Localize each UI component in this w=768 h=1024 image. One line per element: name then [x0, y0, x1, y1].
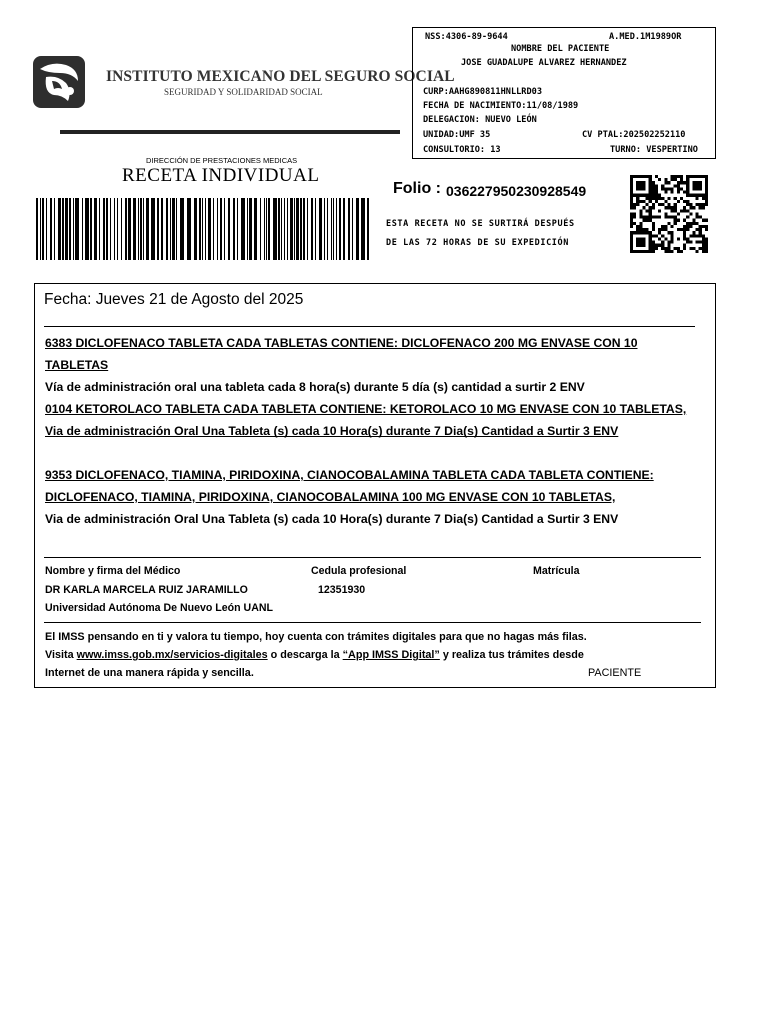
qr-code-image: [630, 175, 708, 253]
item-1-description: 6383 DICLOFENACO TABLETA CADA TABLETAS CONTIENE: DICLOFENACO 200 MG ENVASE CON 10: [45, 336, 638, 350]
app-name: “App IMSS Digital”: [342, 649, 440, 661]
birth-date: FECHA DE NACIMIENTO:11/08/1989: [423, 101, 579, 111]
barcode-image: [36, 198, 370, 260]
footer-line2: [45, 649, 584, 661]
doctor-divider: [44, 557, 701, 558]
nss-number: NSS:4306-89-9644: [425, 32, 508, 42]
folio-number: 036227950230928549: [446, 183, 587, 199]
folio-label: Folio :: [393, 180, 441, 197]
header-divider: [60, 130, 400, 134]
date-divider: [44, 326, 695, 327]
institution-motto: SEGURIDAD Y SOLIDARIDAD SOCIAL: [164, 87, 323, 97]
item-3-instructions: Via de administración Oral Una Tableta (s) cada 10 Hora(s) durante 7 Dia(s) Cantidad a Surtir 3 ENV: [45, 512, 619, 526]
patient-name: JOSE GUADALUPE ALVAREZ HERNANDEZ: [461, 58, 627, 68]
medical-unit: UNIDAD:UMF 35: [423, 130, 491, 140]
copy-label: PACIENTE: [588, 667, 642, 679]
direction-label: DIRECCIÓN DE PRESTACIONES MEDICAS: [146, 156, 298, 165]
doctor-university: Universidad Autónoma De Nuevo León UANL: [45, 602, 273, 614]
imss-services-link[interactable]: www.imss.gob.mx/servicios-digitales: [76, 649, 268, 661]
shift: TURNO: VESPERTINO: [610, 145, 698, 155]
amed-code: A.MED.1M1989OR: [609, 32, 682, 42]
item-1-instructions: Vía de administración oral una tableta cada 8 hora(s) durante 5 día (s) cantidad a surtir 2 ENV: [45, 380, 585, 394]
document-title: RECETA INDIVIDUAL: [122, 165, 320, 186]
prescription-date: Fecha: Jueves 21 de Agosto del 2025: [44, 291, 304, 308]
item-2-instructions: [45, 424, 618, 438]
item-2-description: 0104 KETOROLACO TABLETA CADA TABLETA CONTIENE: KETOROLACO 10 MG ENVASE CON 10 TABLETAS,: [45, 402, 687, 416]
footer-line2-suffix: y realiza tus trámites desde: [439, 649, 584, 661]
doctor-name: DR KARLA MARCELA RUIZ JARAMILLO: [45, 584, 248, 596]
item-2-instructions-text: Via de administración Oral Una Tableta (s) cada 10 Hora(s) durante 7 Dia(s) Cantidad a Surtir 3 ENV: [45, 424, 619, 438]
enrollment-label: Matrícula: [533, 565, 580, 577]
footer-download-text: o descarga la: [267, 649, 343, 661]
curp: CURP:AAHG890811HNLLRD03: [423, 87, 542, 97]
expiration-notice-line1: ESTA RECETA NO SE SURTIRÁ DESPUÉS: [386, 219, 575, 229]
institution-name: INSTITUTO MEXICANO DEL SEGURO SOCIAL: [106, 68, 455, 85]
footer-divider: [44, 622, 701, 623]
patient-info-box: [412, 27, 716, 159]
imss-eagle-icon: [32, 55, 86, 109]
expiration-notice-line2: DE LAS 72 HORAS DE SU EXPEDICIÓN: [386, 238, 569, 248]
delegation: DELEGACION: NUEVO LEÓN: [423, 115, 537, 125]
prescription-box: [34, 283, 716, 688]
item-3-description-cont: DICLOFENACO, TIAMINA, PIRIDOXINA, CIANOCOBALAMINA 100 MG ENVASE CON 10 TABLETAS,: [45, 490, 616, 504]
cv-ptal: CV PTAL:202502252110: [582, 130, 686, 140]
doctor-name-label: Nombre y firma del Médico: [45, 565, 181, 577]
footer-visit-text: Visita: [45, 649, 77, 661]
footer-line3: Internet de una manera rápida y sencilla.: [45, 667, 254, 679]
license-label: Cedula profesional: [311, 565, 407, 577]
item-3-description: 9353 DICLOFENACO, TIAMINA, PIRIDOXINA, CIANOCOBALAMINA TABLETA CADA TABLETA CONTIENE:: [45, 468, 654, 482]
doctor-license: 12351930: [318, 584, 366, 596]
item-1-description-cont: TABLETAS: [45, 358, 109, 372]
office: CONSULTORIO: 13: [423, 145, 501, 155]
footer-line1: El IMSS pensando en ti y valora tu tiempo, hoy cuenta con trámites digitales para que no hagas más filas.: [45, 631, 587, 643]
patient-name-label: NOMBRE DEL PACIENTE: [511, 44, 610, 54]
